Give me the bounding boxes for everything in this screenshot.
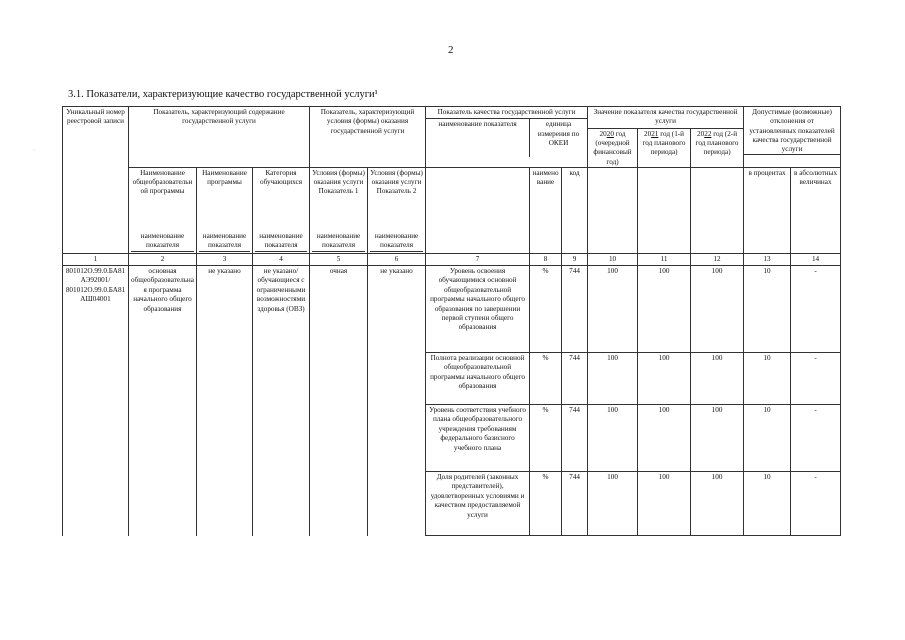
header-quality-title: Показатель качества государственной услуги xyxy=(426,107,587,119)
indicator-value-2022: 100 xyxy=(691,266,744,353)
indicator-unit: % xyxy=(530,266,562,353)
indicator-name: Уровень освоения обучающимися основной общеобразовательной программы начального общего образования по завершении первой ступени общего образования xyxy=(426,266,530,353)
indicator-value-2021: 100 xyxy=(638,266,691,353)
header-dev-absolute: в абсолютных величинах xyxy=(791,167,841,253)
indicator-unit: % xyxy=(530,405,562,472)
year2-suffix: год (1-й год планового периода) xyxy=(642,129,686,157)
indicator-value-2021: 100 xyxy=(638,353,691,405)
header-year-2020 xyxy=(588,129,638,167)
header-content-indicator: Показатель, характеризующий содержание государственной услуги xyxy=(129,107,310,168)
indicator-deviation-percent: 10 xyxy=(744,405,791,472)
year3-suffix: год (2-й год планового периода) xyxy=(695,129,739,157)
indicator-deviation-absolute: - xyxy=(791,405,841,472)
header-quality-values xyxy=(588,107,744,168)
header-quality-indicator xyxy=(426,107,588,168)
margin-mark: · xyxy=(33,148,35,154)
column-number: 10 xyxy=(588,253,638,265)
section-title: 3.1. Показатели, характеризующие качество государственной услуги¹ xyxy=(68,89,378,100)
indicator-deviation-percent: 10 xyxy=(744,266,791,353)
record-category: не указано/ обучающиеся с ограниченными возможностями здоровья (ОВЗ) xyxy=(253,266,310,536)
column-number: 4 xyxy=(253,253,310,265)
column-number: 7 xyxy=(426,253,530,265)
indicator-name: Доля родителей (законных представителей), удовлетворенных условиями и качеством предоставляемой услуги xyxy=(426,472,530,536)
record-id: 801012О.99.0.БА81АЭ92001/ 801012О.99.0.БА81АШ04001 xyxy=(63,266,129,536)
column-number: 5 xyxy=(310,253,368,265)
indicator-name: Полнота реализации основной общеобразовательной программы начального общего образования xyxy=(426,353,530,405)
header-conditions-indicator: Показатель, характеризующий условия (формы) оказания государственной услуги xyxy=(310,107,426,168)
record-form-2: не указано xyxy=(368,266,426,536)
indicator-value-2021: 100 xyxy=(638,405,691,472)
record-program-name: не указано xyxy=(197,266,253,536)
indicator-name: Уровень соответствия учебного плана общеобразовательного учреждения требованиям федерального базисного учебного плана xyxy=(426,405,530,472)
header-space-12 xyxy=(691,167,744,253)
indicator-value-2020: 100 xyxy=(588,405,638,472)
column-number: 6 xyxy=(368,253,426,265)
column-number: 9 xyxy=(562,253,588,265)
column-number: 13 xyxy=(744,253,791,265)
indicator-value-2020: 100 xyxy=(588,472,638,536)
indicator-value-2022: 100 xyxy=(691,353,744,405)
table-row xyxy=(63,266,841,353)
naming-label-6: наименование показателя xyxy=(368,229,426,253)
header-deviation xyxy=(744,107,841,168)
indicator-value-2022: 100 xyxy=(691,472,744,536)
indicator-deviation-absolute: - xyxy=(791,266,841,353)
column-number: 3 xyxy=(197,253,253,265)
naming-label-2: наименование показателя xyxy=(129,229,197,253)
header-unit-code: код xyxy=(562,167,588,253)
header-deviation-title: Допустимые (возможные) отклонения от установленных показателей качества государственной услуги xyxy=(744,107,840,155)
indicator-code: 744 xyxy=(562,472,588,536)
naming-label-3: наименование показателя xyxy=(197,229,253,253)
indicator-value-2022: 100 xyxy=(691,405,744,472)
column-number: 11 xyxy=(638,253,691,265)
year1-prefix: 20 xyxy=(599,129,607,138)
column-number: 12 xyxy=(691,253,744,265)
indicator-deviation-percent: 10 xyxy=(744,353,791,405)
header-values-title: Значение показателя качества государственной услуги xyxy=(588,107,743,129)
indicator-deviation-absolute: - xyxy=(791,353,841,405)
header-indicator-name: наименование показателя xyxy=(426,119,530,157)
header-year-2022 xyxy=(691,129,743,167)
year2-value: 21 xyxy=(651,129,659,138)
header-indicator-name-space xyxy=(426,167,530,253)
column-number: 1 xyxy=(63,253,129,265)
header-space-11 xyxy=(638,167,691,253)
header-year-2021 xyxy=(638,129,691,167)
header-program-type: Наименование общеобразовательной программы xyxy=(129,167,197,229)
indicator-unit: % xyxy=(530,472,562,536)
header-unit-group: единица измерения по ОКЕИ xyxy=(537,120,580,148)
indicator-deviation-absolute: - xyxy=(791,472,841,536)
header-student-category: Категория обучающихся xyxy=(253,167,310,229)
column-numbers-row xyxy=(63,253,841,265)
indicator-value-2020: 100 xyxy=(588,266,638,353)
naming-label-4: наименование показателя xyxy=(253,229,310,253)
indicator-code: 744 xyxy=(562,266,588,353)
year3-prefix: 20 xyxy=(697,129,705,138)
record-program: основная общеобразовательная программа начального общего образования xyxy=(129,266,197,536)
header-space-10 xyxy=(588,167,638,253)
header-unit-name: наименование xyxy=(530,167,562,253)
header-condition-2: Условия (формы) оказания услуги Показатель 2 xyxy=(368,167,426,229)
year1-value: 20 xyxy=(606,129,614,138)
year3-value: 22 xyxy=(704,129,712,138)
column-number: 14 xyxy=(791,253,841,265)
header-condition-1: Условия (формы) оказания услуги Показатель 1 xyxy=(310,167,368,229)
year1-suffix: год (очередной финансовый год) xyxy=(593,129,632,166)
column-number: 8 xyxy=(530,253,562,265)
indicator-code: 744 xyxy=(562,353,588,405)
indicator-unit: % xyxy=(530,353,562,405)
indicator-value-2020: 100 xyxy=(588,353,638,405)
year2-prefix: 20 xyxy=(644,129,652,138)
header-record-number: Уникальный номер реестровой записи xyxy=(63,107,129,254)
indicator-code: 744 xyxy=(562,405,588,472)
indicator-deviation-percent: 10 xyxy=(744,472,791,536)
naming-label-5: наименование показателя xyxy=(310,229,368,253)
header-dev-percent: в процентах xyxy=(744,167,791,253)
header-program-name: Наименование программы xyxy=(197,167,253,229)
quality-indicators-table xyxy=(62,106,841,536)
column-number: 2 xyxy=(129,253,197,265)
page-number: 2 xyxy=(448,44,454,56)
record-form: очная xyxy=(310,266,368,536)
indicator-value-2021: 100 xyxy=(638,472,691,536)
